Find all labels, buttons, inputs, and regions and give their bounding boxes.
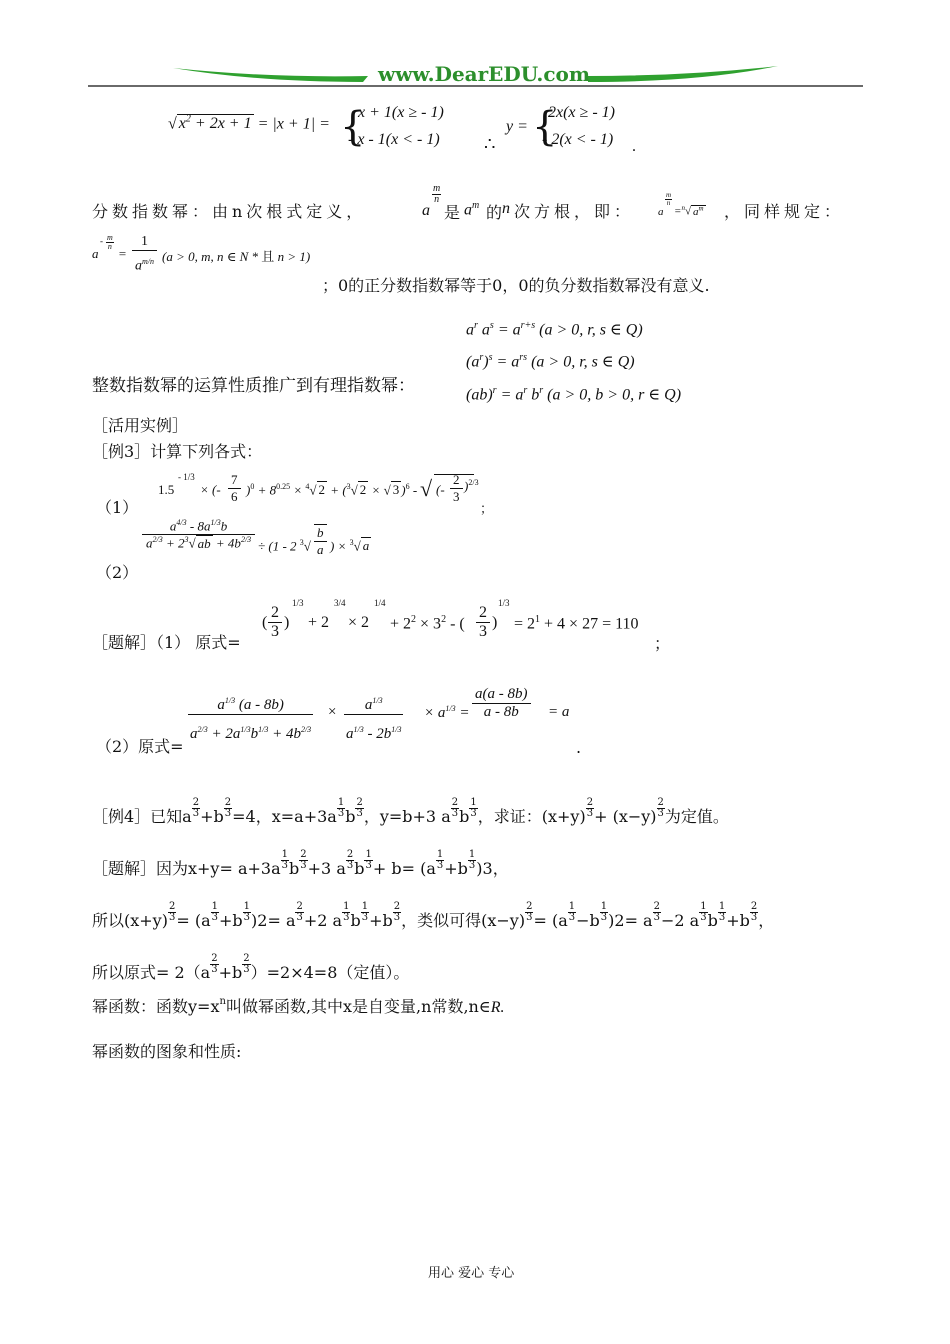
frac-def-continue: 次方根，即： xyxy=(514,202,635,221)
ex3-heading: ［例3］计算下列各式： xyxy=(92,442,263,461)
frac-def-continue-2: ，同样规定： xyxy=(724,202,845,221)
exp-rule-3: $(ab)^r = a^r$ $b^r$ (a > 0, b > 0, r ∈ Q) xyxy=(466,384,682,403)
sol3-2-period: . xyxy=(576,738,582,757)
power-graph-line: 幂函数的图象和性质: xyxy=(92,1042,242,1061)
applied-heading: ［活用实例］ xyxy=(92,416,189,435)
rational-ext-text: 整数指数幂的运算性质推广到有理指数幂： xyxy=(92,376,415,396)
sol4-line: ［题解］因为x+y= a+3a $\frac{1}{3}$ b $\frac{2}{3}$ +3 a $\frac{2}{3}$ b $\frac{1}{3}$ + b= (a $\frac{1}{3}$ +b $\frac{1}{3}$ )3， xyxy=(92,849,509,878)
page-footer: 用心 爱心 专心 xyxy=(428,1266,515,1281)
ex4-line: ［例4］已知a $\frac{2}{3}$ +b $\frac{2}{3}$ =4，x=a+3a $\frac{1}{3}$ b $\frac{2}{3}$ ，y=b+3 a $\frac{2}{3}$ b $\frac{1}{3}$ ，求证：(x+y) $\frac{2}{3}$ + (x−y) $\frac{2}{3}$ 为定值。 xyxy=(92,797,729,826)
exp-rule-1: $a^r$ $a^s = a^{r+s}$ (a > 0, r, s ∈ Q) xyxy=(466,320,643,339)
power-func-line: 幂函数：函数$y=x^n$叫做幂函数,其中x是自变量,n常数,n∈R. xyxy=(92,996,505,1016)
exp-rules xyxy=(466,312,681,409)
sol3-1-semicolon: ； xyxy=(654,634,671,653)
header-logo xyxy=(88,60,863,92)
zero-rule: ；0的正分数指数幂等于0，0的负分数指数幂没有意义. xyxy=(322,276,710,295)
exp-rule-2: $(a^r)^s = a^{rs}$ (a > 0, r, s ∈ Q) xyxy=(466,352,635,371)
ex3-1-label: （1） xyxy=(96,498,139,517)
so-line: 所以(x+y) $\frac{2}{3}$ = (a $\frac{1}{3}$ +b $\frac{1}{3}$ )2= a $\frac{2}{3}$ +2 a $\frac{1}{3}$ b $\frac{1}{3}$ +b $\frac{2}{3}$ ，类似可得(x−y) $\frac{2}{3}$ = (a $\frac{1}{3}$ −b $\frac{1}{3}$ )2= a $\frac{2}{3}$ −2 a $\frac{1}{3}$ b $\frac{1}{3}$ +b $\frac{2}{3}$ ， xyxy=(92,901,775,930)
sol3-2-label: （2）原式= xyxy=(96,737,184,756)
ex3-2-label: （2） xyxy=(96,563,139,582)
result-line: 所以原式= 2（a $\frac{2}{3}$ +b $\frac{2}{3}$ ）=2×4=8（定值）。 xyxy=(92,953,410,982)
frac-exponent-def: 分数指数幂：由n次根式定义， xyxy=(92,202,367,221)
sol3-1-label: ［题解］（1） 原式= xyxy=(92,633,241,652)
logo-text: www.DearEDU.com xyxy=(378,62,591,86)
